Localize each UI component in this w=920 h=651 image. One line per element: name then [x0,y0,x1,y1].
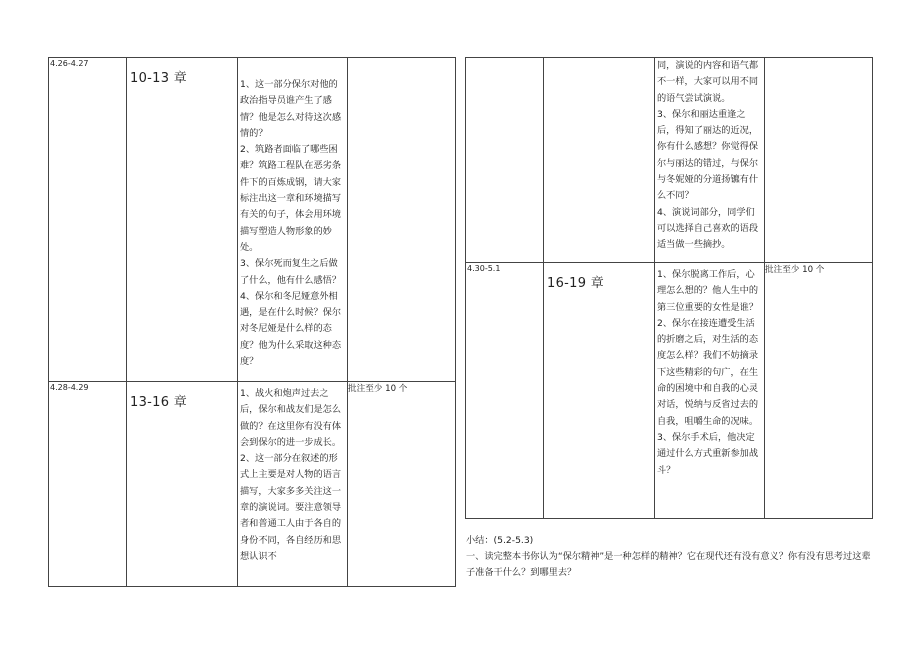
chapter-cell [544,58,655,263]
question-item: 2、这一部分在叙述的形式上主要是对人物的语言描写，大家多多关注这一章的演说词。要注意领导者和普通工人由于各自的身份不同，各自经历和思想认识不 [240,453,342,562]
right-schedule-table [465,57,873,519]
note-cell: 批注至少 10 个 [765,263,873,519]
questions-cell [655,263,765,519]
question-item: 3、保尔死而复生之后做了什么，他有什么感悟？ [240,258,342,286]
summary-section [466,533,876,581]
question-item: 4、保尔和冬尼娅意外相遇，是在什么时候？保尔对冬尼娅是什么样的态度？他为什么采取这种态度？ [240,290,342,368]
question-item: 4、演说词部分，同学们可以选择自己喜欢的语段适当做一些摘抄。 [657,206,759,251]
date-cell [466,58,544,263]
date-cell: 4.28-4.29 [49,382,127,587]
note-cell [348,58,456,382]
question-item: 3、保尔和丽达重逢之后，得知了丽达的近况，你有什么感想？你觉得保尔与丽达的错过，与保尔与冬妮娅的分道扬镳有什么不同？ [657,108,759,202]
note-cell [765,58,873,263]
question-item: 1、战火和炮声过去之后，保尔和战友们是怎么做的？在这里你有没有体会到保尔的进一步成长。 [240,388,342,448]
question-item: 同，演说的内容和语气都不一样，大家可以用不同的语气尝试演说。 [657,60,759,104]
left-schedule-table [48,57,456,587]
questions-cell [655,58,765,263]
question-item: 2、保尔在接连遭受生活的折磨之后，对生活的态度怎么样？我们不妨摘录下这些精彩的句广，在生命的困境中和自我的心灵对话，悦纳与反省过去的自我，咀嚼生命的况味。 [657,317,759,427]
note-cell: 批注至少 10 个 [348,382,456,587]
chapter-cell: 13-16 章 [127,382,238,587]
chapter-cell: 16-19 章 [544,263,655,519]
questions-cell [238,58,348,382]
date-cell: 4.26-4.27 [49,58,127,382]
table-row [49,382,456,587]
date-cell: 4.30-5.1 [466,263,544,519]
table-row [466,263,873,519]
questions-cell [238,382,348,587]
question-item: 1、这一部分保尔对他的政治指导员谁产生了感情？他是怎么对待这次感情的？ [240,79,342,139]
chapter-cell: 10-13 章 [127,58,238,382]
summary-text: 一、读完整本书你认为“保尔精神”是一种怎样的精神？它在现代还有没有意义？你有没有思考过这辈子准备干什么？到哪里去？ [466,551,871,578]
question-item: 3、保尔手术后，他决定通过什么方式重新参加战斗？ [657,431,759,476]
question-item: 2、筑路者面临了哪些困难？筑路工程队在恶劣条件下的百炼成钢，请大家标注出这一章和环境描写有关的句子，体会用环境描写塑造人物形象的妙处。 [240,144,342,253]
summary-title: 小结：(5.2-5.3) [466,535,534,546]
table-row [49,58,456,382]
table-row [466,58,873,263]
question-item: 1、保尔脱离工作后，心理怎么想的？他人生中的第三位重要的女性是谁？ [657,269,759,313]
